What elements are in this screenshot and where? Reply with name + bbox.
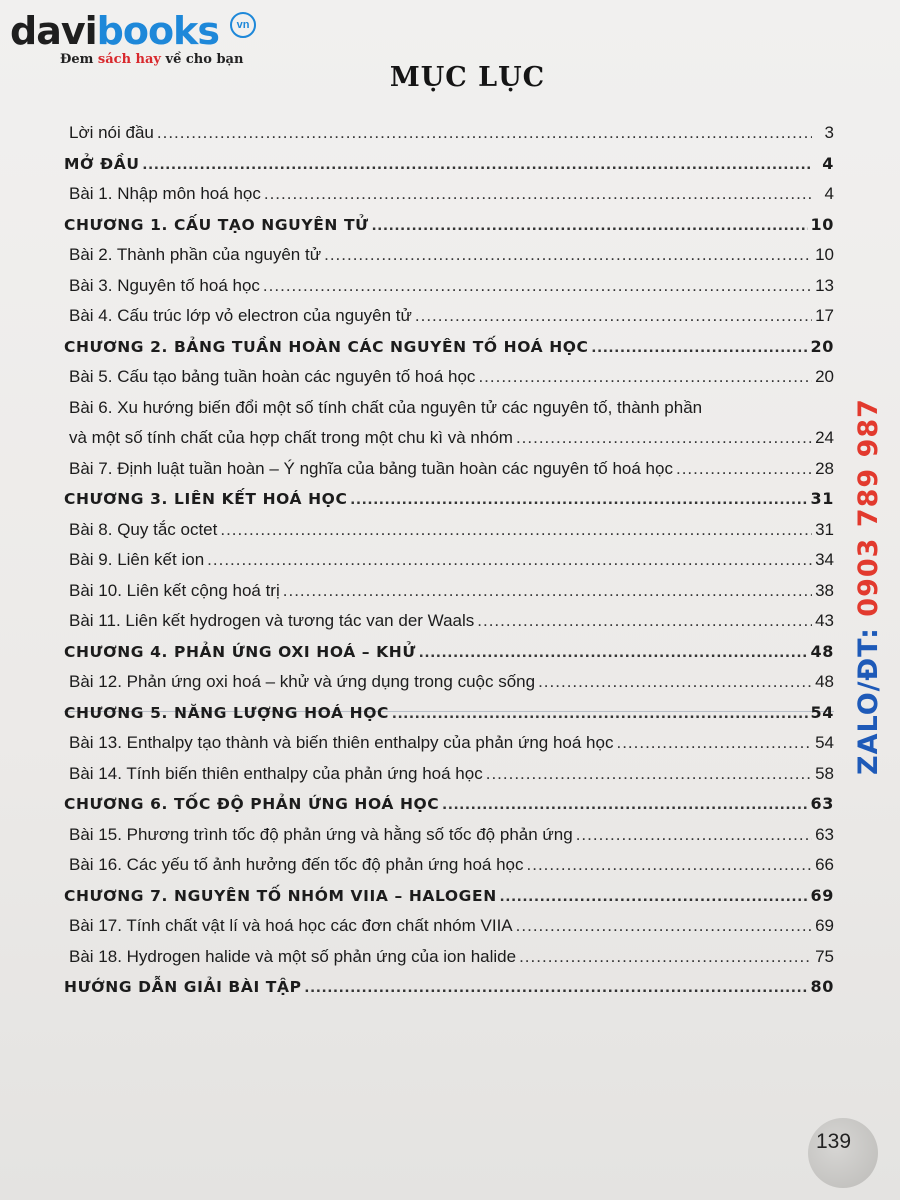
toc-chapter-label: HƯỚNG DẪN GIẢI BÀI TẬP	[64, 978, 302, 996]
toc-chapter-heading[interactable]	[64, 972, 834, 1003]
toc-entry[interactable]	[64, 179, 834, 210]
toc-entry[interactable]	[64, 942, 834, 973]
toc-entry-line1	[64, 393, 834, 424]
tagline-pre: Đem	[60, 52, 98, 67]
toc-leader-dots	[516, 423, 812, 454]
toc-leader-dots	[538, 667, 812, 698]
toc-entry-label: Bài 2. Thành phần của nguyên tử	[69, 245, 322, 264]
toc-page-number: 31	[810, 489, 834, 508]
toc-page-number: 48	[810, 641, 834, 661]
toc-leader-dots	[157, 118, 812, 149]
toc-page-number: 10	[815, 245, 834, 264]
toc-page-number: 63	[815, 824, 834, 844]
toc-leader-dots	[415, 301, 812, 332]
toc-entry-label: Bài 4. Cấu trúc lớp vỏ electron của nguyên tử	[69, 306, 412, 325]
toc-leader-dots	[442, 789, 807, 820]
logo-word-davi: davi	[10, 9, 97, 53]
toc-chapter-label: CHƯƠNG 6. TỐC ĐỘ PHẢN ỨNG HOÁ HỌC	[64, 795, 440, 813]
toc-entry[interactable]	[64, 118, 834, 149]
toc-page-number: 69	[815, 916, 834, 935]
toc-page-number: 38	[815, 580, 834, 600]
toc-entry[interactable]	[64, 393, 834, 454]
toc-leader-dots	[500, 881, 808, 912]
logo-word-books: books	[96, 9, 219, 53]
toc-entry[interactable]	[64, 515, 834, 546]
toc-page-number: 43	[815, 611, 834, 630]
toc-entry-label: Bài 8. Quy tắc octet	[69, 519, 218, 539]
toc-leader-dots	[486, 759, 812, 790]
toc-leader-dots	[477, 606, 812, 637]
toc-chapter-label: CHƯƠNG 2. BẢNG TUẦN HOÀN CÁC NGUYÊN TỐ HOÁ HỌC	[64, 337, 589, 356]
toc-entry[interactable]	[64, 728, 834, 759]
toc-entry[interactable]	[64, 454, 834, 485]
zalo-prefix: ZALO/ĐT:	[853, 616, 884, 775]
toc-entry[interactable]	[64, 271, 834, 302]
toc-entry-label: Lời nói đầu	[69, 123, 154, 142]
logo-wordmark	[10, 8, 219, 54]
toc-entry-label: Bài 14. Tính biến thiên enthalpy của phản ứng hoá học	[69, 763, 483, 783]
toc-entry-label: Bài 1. Nhập môn hoá học	[69, 184, 261, 203]
toc-chapter-heading[interactable]	[64, 210, 834, 241]
toc-leader-dots	[143, 149, 812, 180]
toc-page-number: 20	[810, 336, 834, 356]
toc-leader-dots	[324, 240, 812, 271]
toc-entry[interactable]	[64, 820, 834, 851]
toc-page-number: 63	[810, 794, 834, 813]
logo-vn-badge: vn	[230, 12, 256, 38]
toc-leader-dots	[616, 728, 812, 759]
toc-page-number: 75	[815, 946, 834, 966]
toc-entry-line2	[64, 423, 834, 454]
toc-leader-dots	[419, 637, 808, 668]
tagline-post: về cho bạn	[161, 52, 244, 67]
tagline-red: sách hay	[97, 52, 161, 67]
toc-chapter-heading[interactable]	[64, 881, 834, 912]
toc-leader-dots	[392, 698, 808, 729]
toc-page-number: 20	[815, 367, 834, 386]
table-of-contents	[64, 118, 834, 1003]
toc-page-number: 17	[815, 306, 834, 325]
toc-entry-label: Bài 3. Nguyên tố hoá học	[69, 275, 260, 295]
toc-chapter-heading[interactable]	[64, 149, 834, 180]
davibooks-logo[interactable]	[10, 8, 280, 70]
toc-chapter-label: CHƯƠNG 7. NGUYÊN TỐ NHÓM VIIA – HALOGEN	[64, 886, 497, 905]
toc-chapter-label: CHƯƠNG 5. NĂNG LƯỢNG HOÁ HỌC	[64, 703, 389, 722]
toc-page-number: 24	[815, 428, 834, 447]
toc-chapter-label: CHƯƠNG 1. CẤU TẠO NGUYÊN TỬ	[64, 215, 369, 234]
toc-chapter-label: CHƯƠNG 4. PHẢN ỨNG OXI HOÁ – KHỬ	[64, 642, 416, 661]
toc-chapter-heading[interactable]	[64, 698, 834, 729]
toc-page-number: 28	[815, 458, 834, 478]
toc-leader-dots	[305, 972, 808, 1003]
toc-entry[interactable]	[64, 240, 834, 271]
toc-leader-dots	[207, 545, 812, 576]
toc-leader-dots	[576, 820, 812, 851]
toc-leader-dots	[527, 850, 812, 881]
toc-leader-dots	[220, 515, 812, 546]
toc-leader-dots	[283, 576, 812, 607]
toc-page-number: 54	[810, 702, 834, 722]
toc-leader-dots	[264, 179, 812, 210]
page-number: 139	[816, 1130, 852, 1153]
toc-entry[interactable]	[64, 362, 834, 393]
toc-page-number: 66	[815, 855, 834, 874]
zalo-contact	[853, 398, 884, 775]
toc-entry-label: Bài 11. Liên kết hydrogen và tương tác van der Waals	[69, 611, 475, 630]
toc-entry-label: Bài 5. Cấu tạo bảng tuần hoàn các nguyên tố hoá học	[69, 367, 476, 386]
toc-page-number: 4	[822, 153, 834, 173]
toc-page-number: 3	[824, 123, 834, 142]
toc-entry-label: Bài 17. Tính chất vật lí và hoá học các đơn chất nhóm VIIA	[69, 916, 513, 935]
toc-leader-dots	[519, 942, 812, 973]
toc-entry-label: Bài 7. Định luật tuần hoàn – Ý nghĩa của bảng tuần hoàn các nguyên tố hoá học	[69, 458, 673, 478]
toc-page-number: 31	[815, 519, 834, 539]
page-title: MỤC LỤC	[389, 62, 546, 93]
toc-entry[interactable]	[64, 301, 834, 332]
toc-entry-label: Bài 13. Enthalpy tạo thành và biến thiên enthalpy của phản ứng hoá học	[69, 733, 614, 752]
toc-entry[interactable]	[64, 911, 834, 942]
toc-entry-label-line2: và một số tính chất của hợp chất trong một chu kì và nhóm	[69, 428, 513, 447]
toc-chapter-heading[interactable]	[64, 637, 834, 668]
toc-page-number: 10	[810, 214, 834, 234]
toc-chapter-heading[interactable]	[64, 484, 834, 515]
zalo-number: 0903 789 987	[853, 398, 884, 617]
toc-entry[interactable]	[64, 576, 834, 607]
toc-entry-label-line1: Bài 6. Xu hướng biến đổi một số tính chất của nguyên tử các nguyên tố, thành phần	[69, 397, 703, 417]
toc-entry-label: Bài 12. Phản ứng oxi hoá – khử và ứng dụng trong cuộc sống	[69, 672, 536, 691]
toc-leader-dots	[516, 911, 812, 942]
toc-leader-dots	[478, 362, 812, 393]
toc-entry[interactable]	[64, 667, 834, 698]
toc-chapter-label: CHƯƠNG 3. LIÊN KẾT HOÁ HỌC	[64, 490, 348, 508]
toc-page-number: 34	[815, 550, 834, 569]
toc-leader-dots	[372, 210, 808, 241]
toc-leader-dots	[676, 454, 812, 485]
toc-page-number: 69	[810, 885, 834, 905]
toc-entry-label: Bài 9. Liên kết ion	[69, 550, 205, 569]
toc-entry-label: Bài 10. Liên kết cộng hoá trị	[69, 580, 280, 600]
toc-leader-dots	[263, 271, 812, 302]
toc-chapter-heading[interactable]	[64, 332, 834, 363]
toc-leader-dots	[350, 484, 807, 515]
toc-page-number: 4	[824, 184, 834, 203]
toc-leader-dots	[592, 332, 808, 363]
toc-entry[interactable]	[64, 850, 834, 881]
toc-chapter-label: MỞ ĐẦU	[64, 154, 140, 173]
toc-page-number: 48	[815, 672, 834, 691]
toc-entry[interactable]	[64, 545, 834, 576]
toc-chapter-heading[interactable]	[64, 789, 834, 820]
toc-entry[interactable]	[64, 606, 834, 637]
toc-entry[interactable]	[64, 759, 834, 790]
toc-entry-label: Bài 18. Hydrogen halide và một số phản ứng của ion halide	[69, 946, 517, 966]
toc-page-number: 13	[815, 275, 834, 295]
toc-entry-label: Bài 16. Các yếu tố ảnh hưởng đến tốc độ phản ứng hoá học	[69, 855, 524, 874]
toc-page-number: 58	[815, 763, 834, 783]
toc-page-number: 80	[810, 977, 834, 996]
toc-page-number: 54	[815, 733, 834, 752]
toc-entry-label: Bài 15. Phương trình tốc độ phản ứng và hằng số tốc độ phản ứng	[69, 824, 573, 844]
